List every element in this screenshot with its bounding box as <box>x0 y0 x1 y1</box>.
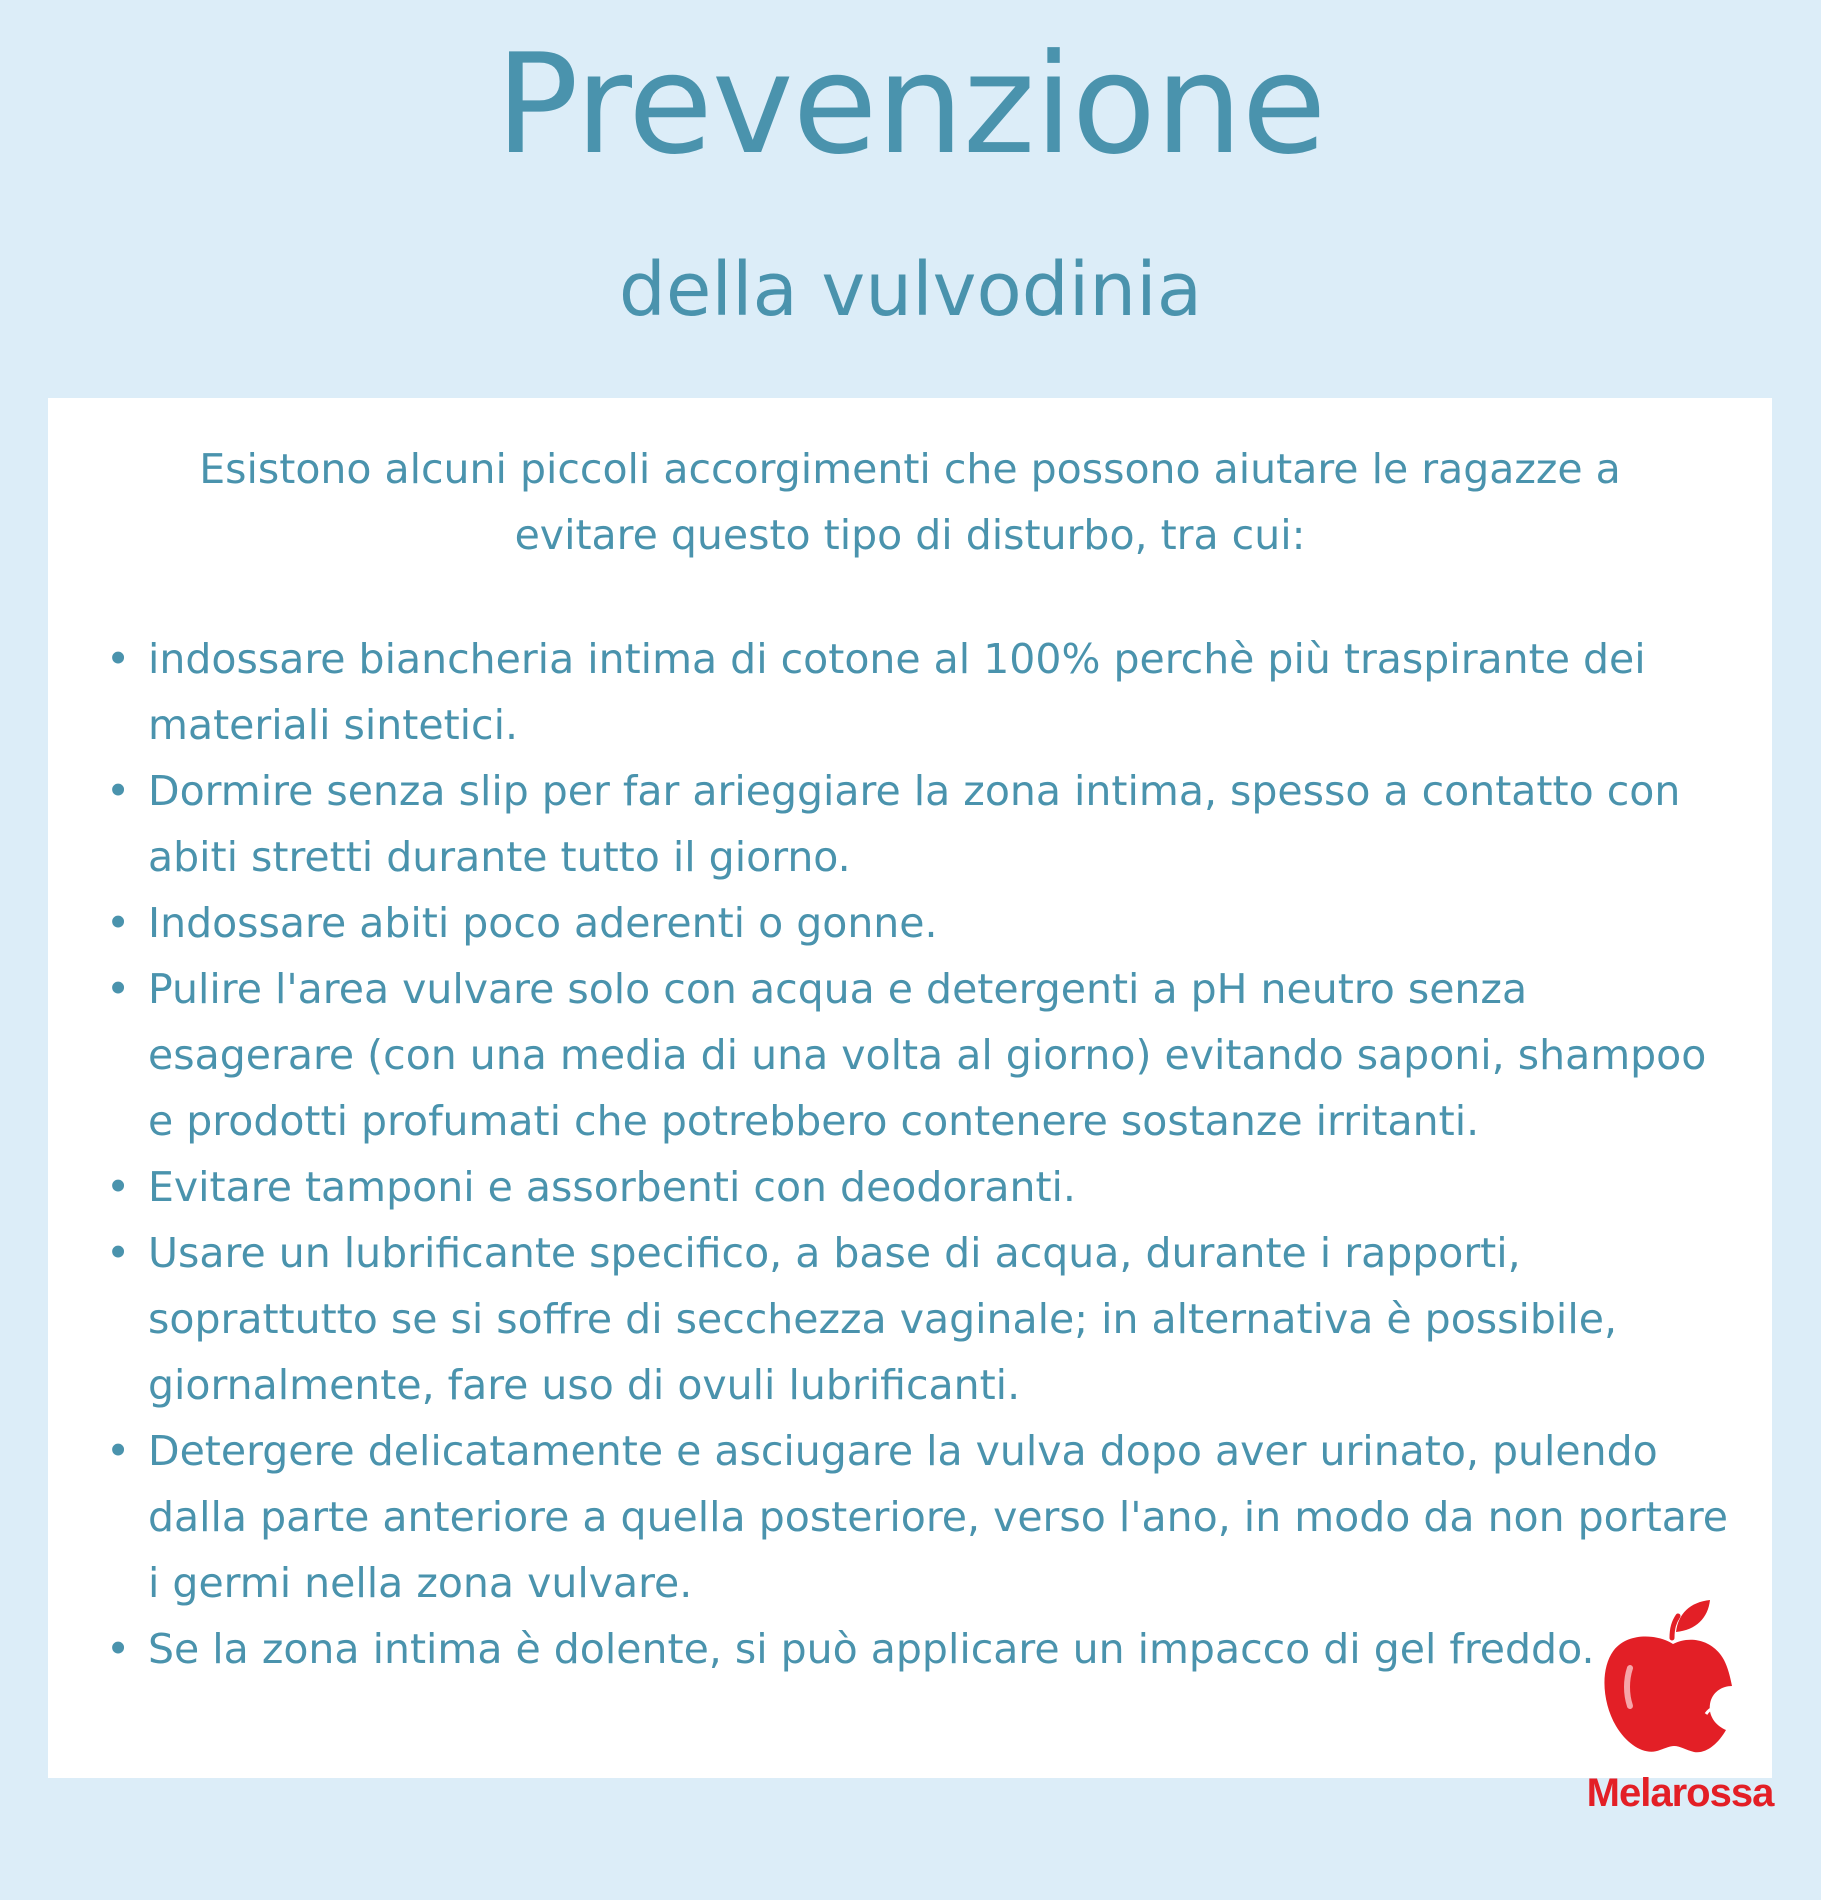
list-item-text: Dormire senza slip per far arieggiare la zona intima, spesso a contatto con abiti stretti durante tutto il giorno. <box>148 767 1681 881</box>
list-item-text: indossare biancheria intima di cotone al 100% perchè più traspirante dei materiali sintetici. <box>148 635 1646 749</box>
content-card <box>48 398 1772 1778</box>
bullet-icon: • <box>106 1625 131 1673</box>
page-title: Prevenzione <box>495 24 1326 185</box>
bullet-icon: • <box>106 965 131 1013</box>
bullet-icon: • <box>106 1163 131 1211</box>
list-item-text: Pulire l'area vulvare solo con acqua e detergenti a pH neutro senza esagerare (con una media di una volta al giorno) evitando saponi, shampoo e prodotti profumati che potrebbero contenere sostanze irritanti. <box>148 965 1707 1145</box>
bullet-icon: • <box>106 899 131 947</box>
intro-text: Esistono alcuni piccoli accorgimenti che possono aiutare le ragazze a evitare questo tipo di disturbo, tra cui: <box>199 445 1621 559</box>
page-subtitle: della vulvodinia <box>618 247 1203 333</box>
bullet-icon: • <box>106 1229 131 1277</box>
bullet-icon: • <box>106 635 131 683</box>
list-item <box>98 1154 1738 1220</box>
list-item <box>98 1418 1738 1616</box>
list-item <box>98 626 1738 758</box>
list-item-text: Detergere delicatamente e asciugare la vulva dopo aver urinato, pulendo dalla parte anteriore a quella posteriore, verso l'ano, in modo da non portare i germi nella zona vulvare. <box>148 1427 1729 1607</box>
bullet-icon: • <box>106 767 131 815</box>
list-item <box>98 890 1738 956</box>
list-item-text: Se la zona intima è dolente, si può applicare un impacco di gel freddo. <box>148 1625 1595 1673</box>
list-item-text: Evitare tamponi e assorbenti con deodoranti. <box>148 1163 1076 1211</box>
bullet-icon: • <box>106 1427 131 1475</box>
apple-icon <box>1598 1598 1748 1758</box>
list-item-text: Indossare abiti poco aderenti o gonne. <box>148 899 938 947</box>
list-item <box>98 956 1738 1154</box>
list-item-text: Usare un lubrificante specifico, a base di acqua, durante i rapporti, soprattutto se si soffre di secchezza vaginale; in alternativa è possibile, giornalmente, fare uso di ovuli lubrificanti. <box>148 1229 1617 1409</box>
tips-list <box>98 626 1738 1682</box>
brand-name: Melarossa <box>1586 1771 1774 1815</box>
melarossa-logo <box>1560 1598 1800 1828</box>
list-item <box>98 758 1738 890</box>
list-item <box>98 1616 1738 1682</box>
list-item <box>98 1220 1738 1418</box>
